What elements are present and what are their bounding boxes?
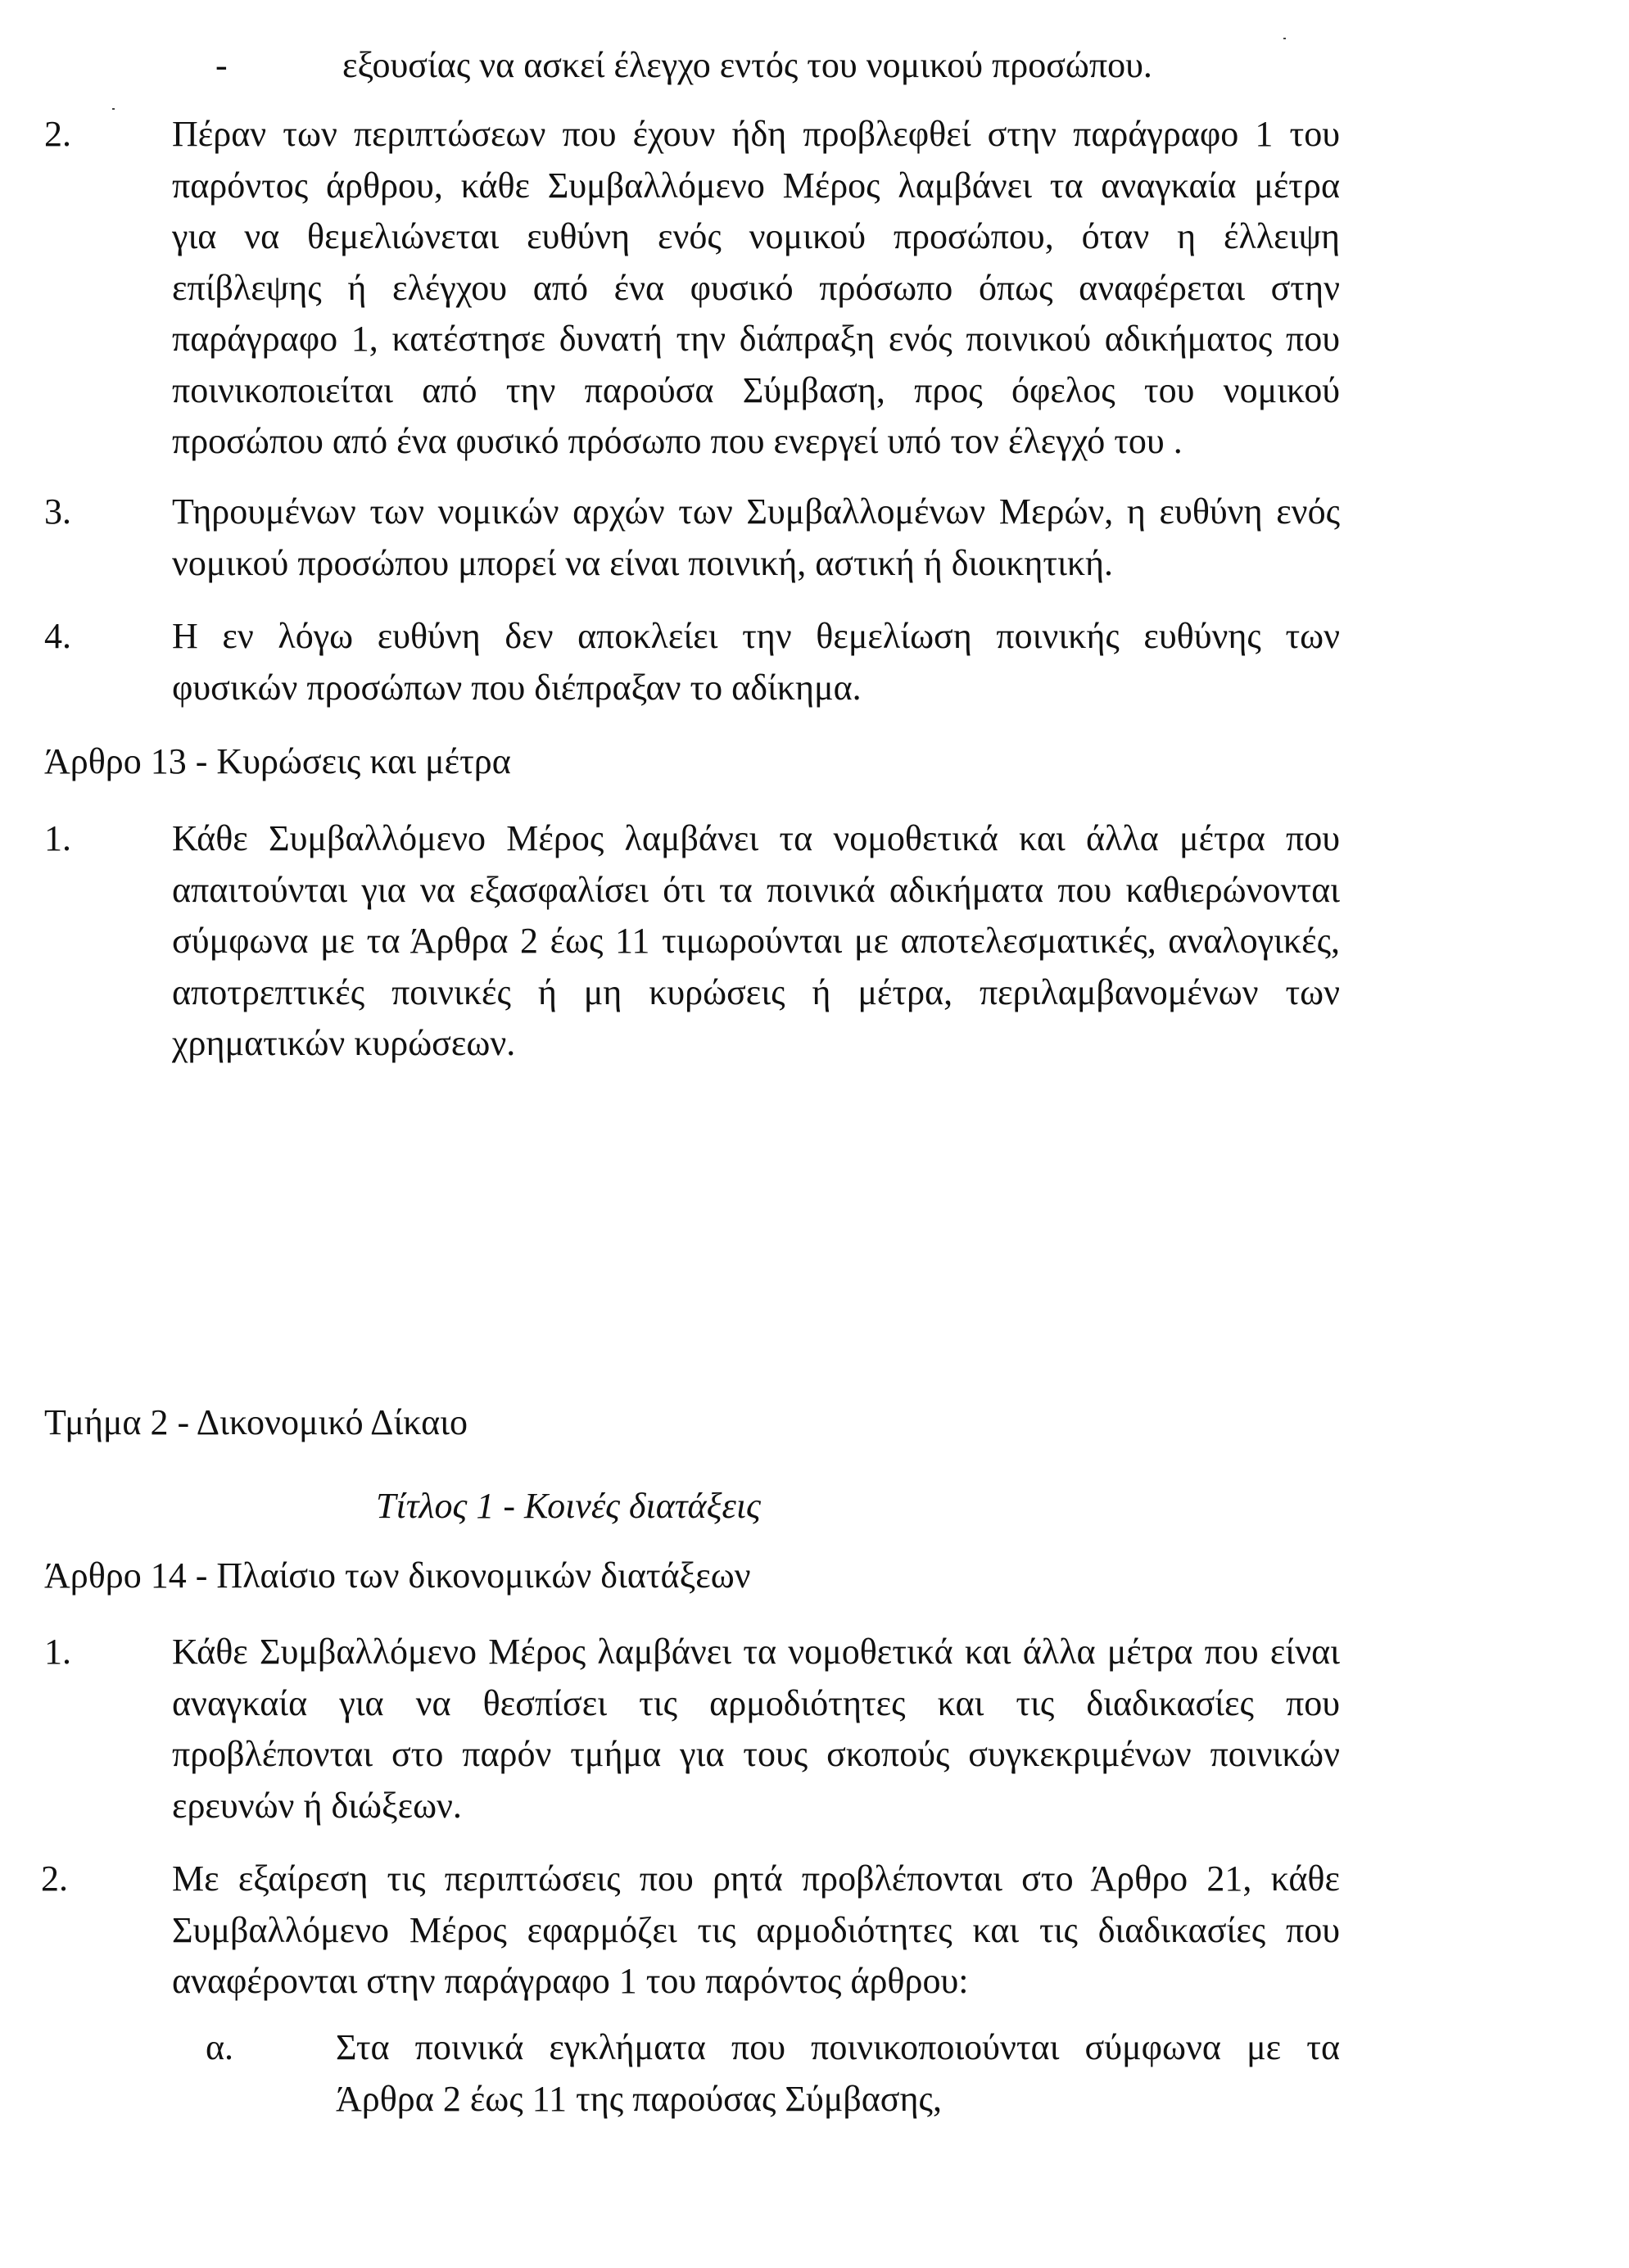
text-line: Τηρουμένων των νομικών αρχών των Συμβαλλομένων Μερών, η ευθύνη ενός: [172, 491, 1340, 532]
text-line: Κάθε Συμβαλλόμενο Μέρος λαμβάνει τα νομοθετικά και άλλα μέτρα που: [172, 818, 1340, 858]
paragraph-number: 1.: [44, 818, 71, 858]
text-line: Η εν λόγω ευθύνη δεν αποκλείει την θεμελίωση ποινικής ευθύνης των: [172, 616, 1340, 656]
text-line: νομικού προσώπου μπορεί να είναι ποινική, αστική ή διοικητική.: [172, 542, 1114, 583]
paragraph-number: 2.: [44, 114, 71, 154]
subitem-marker: α.: [206, 2027, 234, 2067]
text-line: χρηματικών κυρώσεων.: [172, 1023, 516, 1063]
article14-paragraph-1: [172, 1627, 1340, 1831]
scan-speck: [112, 108, 115, 110]
continuation-marker: -: [215, 45, 228, 85]
article14-subitem-a: [336, 2022, 1340, 2125]
paragraph-number: 1.: [44, 1632, 71, 1672]
continuation-text: εξουσίας να ασκεί έλεγχο εντός του νομικού προσώπου.: [342, 45, 1152, 85]
text-line: ποινικοποιείται από την παρούσα Σύμβαση, προς όφελος του νομικού: [172, 369, 1340, 410]
scan-speck: [1283, 38, 1286, 39]
text-line: παρόντος άρθρου, κάθε Συμβαλλόμενο Μέρος λαμβάνει τα αναγκαία μέτρα: [172, 165, 1340, 206]
article14-paragraph-2: [172, 1854, 1340, 2008]
text-line: ερευνών ή διώξεων.: [172, 1785, 462, 1826]
text-line: φυσικών προσώπων που διέπραξαν το αδίκημα.: [172, 667, 862, 708]
paragraph-number: 3.: [44, 491, 71, 532]
section-heading: Τμήμα 2 - Δικονομικό Δίκαιο: [44, 1402, 468, 1442]
text-line: αποτρεπτικές ποινικές ή μη κυρώσεις ή μέτρα, περιλαμβανομένων των: [172, 971, 1340, 1012]
text-line: αναφέρονται στην παράγραφο 1 του παρόντος άρθρου:: [172, 1961, 969, 2001]
title-heading: Τίτλος 1 - Κοινές διατάξεις: [376, 1486, 761, 1526]
text-line: για να θεμελιώνεται ευθύνη ενός νομικού προσώπου, όταν η έλλειψη: [172, 216, 1340, 256]
text-line: Άρθρα 2 έως 11 της παρούσας Σύμβασης,: [336, 2078, 942, 2119]
text-line: παράγραφο 1, κατέστησε δυνατή την διάπραξη ενός ποινικού αδικήματος που: [172, 319, 1340, 359]
article12-paragraph-4: [172, 611, 1340, 713]
article13-heading: Άρθρο 13 - Κυρώσεις και μέτρα: [44, 741, 511, 781]
text-line: προβλέπονται στο παρόν τμήμα για τους σκοπούς συγκεκριμένων ποινικών: [172, 1734, 1340, 1774]
text-line: προσώπου από ένα φυσικό πρόσωπο που ενεργεί υπό τον έλεγχό του .: [172, 421, 1183, 461]
article12-paragraph-2: [172, 109, 1340, 468]
article13-paragraph-1: [172, 813, 1340, 1070]
text-line: επίβλεψης ή ελέγχου από ένα φυσικό πρόσωπο όπως αναφέρεται στην: [172, 267, 1340, 308]
text-line: Συμβαλλόμενο Μέρος εφαρμόζει τις αρμοδιότητες και τις διαδικασίες που: [172, 1909, 1340, 1950]
text-line: Κάθε Συμβαλλόμενο Μέρος λαμβάνει τα νομοθετικά και άλλα μέτρα που είναι: [172, 1632, 1340, 1672]
paragraph-number: 4.: [44, 616, 71, 656]
text-line: σύμφωνα με τα Άρθρα 2 έως 11 τιμωρούνται με αποτελεσματικές, αναλογικές,: [172, 921, 1340, 961]
text-line: Πέραν των περιπτώσεων που έχουν ήδη προβλεφθεί στην παράγραφο 1 του: [172, 114, 1340, 154]
text-line: αναγκαία για να θεσπίσει τις αρμοδιότητες και τις διαδικασίες που: [172, 1682, 1340, 1723]
article12-paragraph-3: [172, 487, 1340, 589]
text-line: απαιτούνται για να εξασφαλίσει ότι τα ποινικά αδικήματα που καθιερώνονται: [172, 869, 1340, 910]
paragraph-number: 2.: [41, 1858, 68, 1899]
article14-heading: Άρθρο 14 - Πλαίσιο των δικονομικών διατάξεων: [44, 1555, 751, 1596]
text-line: Στα ποινικά εγκλήματα που ποινικοποιούνται σύμφωνα με τα: [336, 2027, 1340, 2067]
text-line: Με εξαίρεση τις περιπτώσεις που ρητά προβλέπονται στο Άρθρο 21, κάθε: [172, 1858, 1340, 1899]
